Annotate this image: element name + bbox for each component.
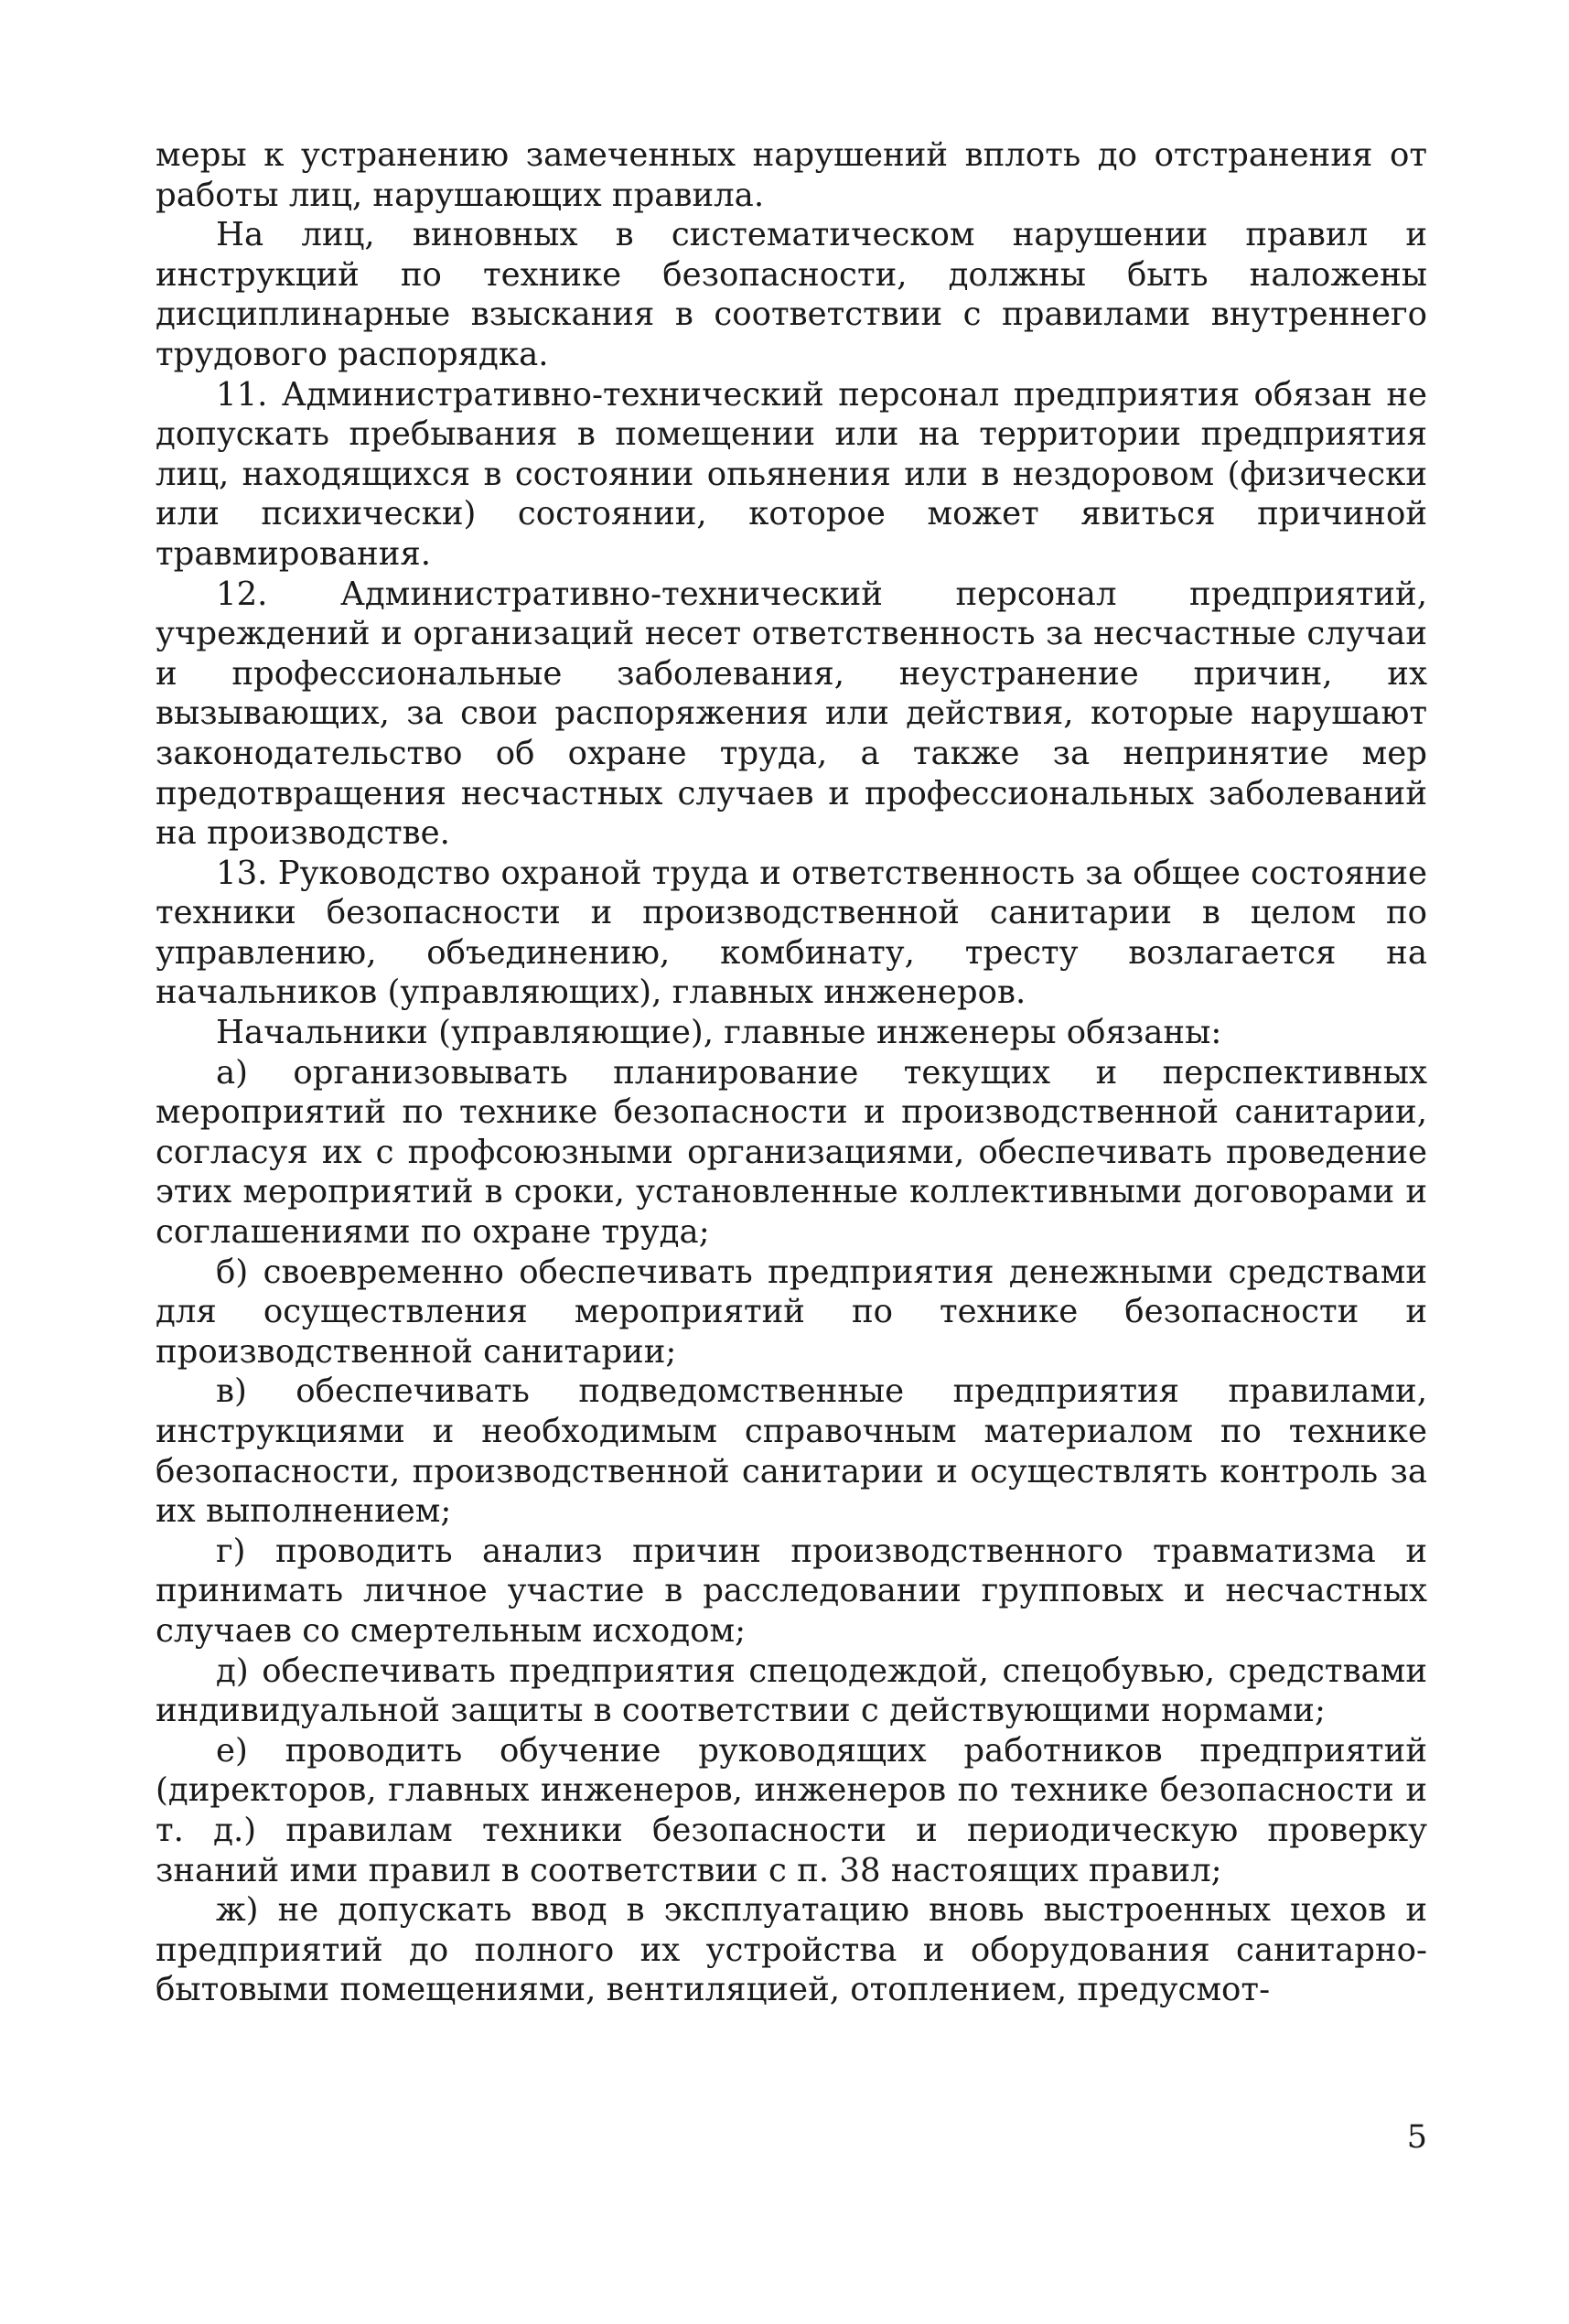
list-item-g: г) проводить анализ причин производственного травматизма и принимать личное участие в расследовании групповых и несчастных случаев со смертельным исходом;: [156, 1532, 1427, 1650]
paragraph-disciplinary: На лиц, виновных в систематическом нарушении правил и инструкций по технике безопасности, должны быть наложены дисциплинарные взыскания в соответствии с правилами внутреннего трудового распорядка.: [156, 216, 1427, 373]
paragraph-continuation: меры к устранению замеченных нарушений вплоть до отстранения от работы лиц, нарушающих правила.: [156, 136, 1427, 214]
list-item-e: е) проводить обучение руководящих работников предприятий (директоров, главных инженеров, инженеров по технике безопасности и т. д.) правилам техники безопасности и периодическую проверку знаний ими правил в соответствии с п. 38 настоящих правил;: [156, 1731, 1427, 1889]
page-number: 5: [1406, 2119, 1427, 2156]
paragraph-item-13: 13. Руководство охраной труда и ответственность за общее состояние техники безопасности и производственной санитарии в целом по управлению, объединению, комбинату, тресту возлагается на начальников (управляющих), главных инженеров.: [156, 854, 1427, 1012]
list-item-b: б) своевременно обеспечивать предприятия денежными средствами для осуществления мероприятий по технике безопасности и производственной санитарии;: [156, 1253, 1427, 1371]
paragraph-duties-intro: Начальники (управляющие), главные инженеры обязаны:: [216, 1014, 1222, 1052]
paragraph-item-12: 12. Административно-технический персонал предприятий, учреждений и организаций несет ответственность за несчастные случаи и профессиональные заболевания, неустранение причин, их вызывающих, за свои распоряжения или действия, которые нарушают законодательство об охране труда, а также за непринятие мер предотвращения несчастных случаев и профессиональных заболеваний на производстве.: [156, 575, 1427, 853]
list-item-d: д) обеспечивать предприятия спецодеждой, спецобувью, средствами индивидуальной защиты в соответствии с действующими нормами;: [156, 1652, 1427, 1730]
page-body: [156, 135, 1427, 2194]
list-item-zh: ж) не допускать ввод в эксплуатацию вновь выстроенных цехов и предприятий до полного их устройства и оборудования санитарно-бытовыми помещениями, вентиляцией, отоплением, предусмот-: [156, 1891, 1427, 2009]
paragraph-item-11: 11. Административно-технический персонал предприятия обязан не допускать пребывания в помещении или на территории предприятия лиц, находящихся в состоянии опьянения или в нездоровом (физически или психически) состоянии, которое может явиться причиной травмирования.: [156, 375, 1427, 573]
list-item-v: в) обеспечивать подведомственные предприятия правилами, инструкциями и необходимым справочным материалом по технике безопасности, производственной санитарии и осуществлять контроль за их выполнением;: [156, 1372, 1427, 1531]
list-item-a: а) организовывать планирование текущих и перспективных мероприятий по технике безопасности и производственной санитарии, согласуя их с профсоюзными организациями, обеспечивать проведение этих мероприятий в сроки, установленные коллективными договорами и соглашениями по охране труда;: [156, 1053, 1427, 1252]
